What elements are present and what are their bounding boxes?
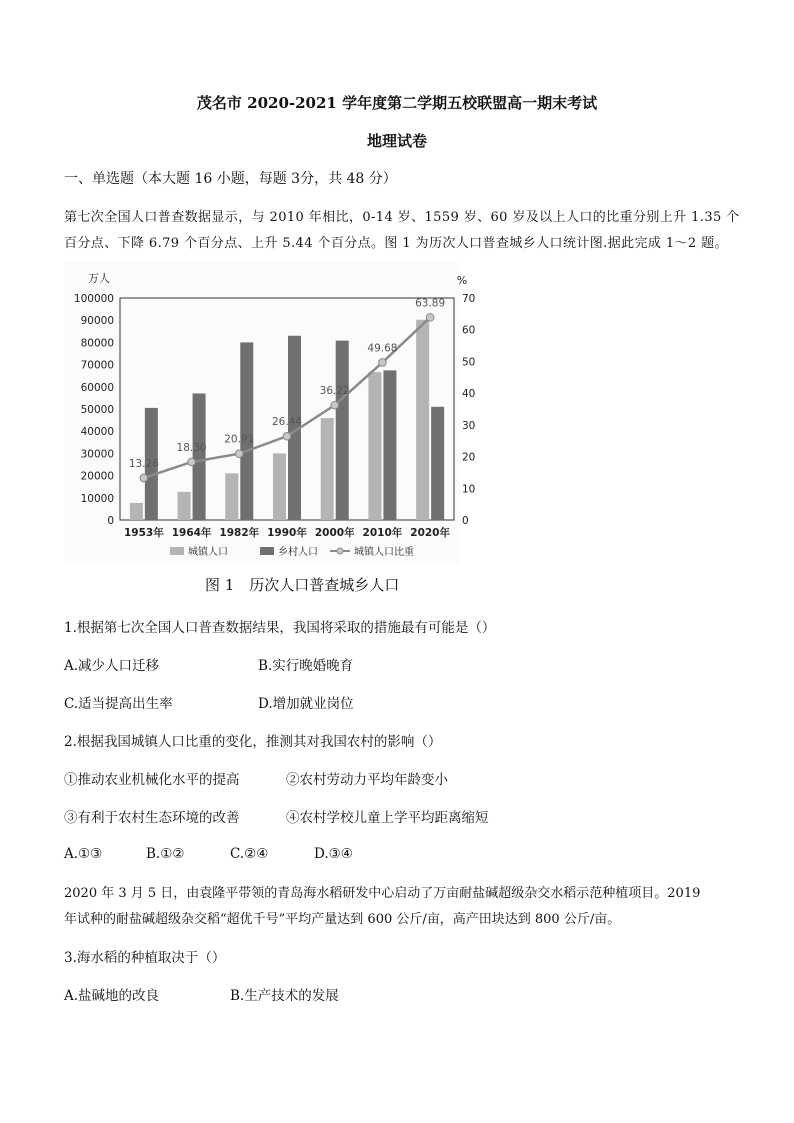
passage1-line2: 百分点、下降 6.79 个百分点、上升 5.44 个百分点。图 1 为历次人口普查城乡人口统计图.据此完成 1～2 题。 [64,236,728,251]
left-tick-label: 70000 [80,359,114,372]
passage2-line2: 年试种的耐盐碱超级杂交稻“超优千号”平均产量达到 600 公斤/亩，高产田块达到 800 公斤/亩。 [64,912,621,927]
q3-option-b[interactable]: B.生产技术的发展 [230,988,339,1004]
left-tick-label: 50000 [80,404,114,416]
q3-option-a[interactable]: A.盐碱地的改良 [64,988,160,1004]
chart-svg [64,262,476,564]
left-tick-label: 40000 [80,426,114,439]
q1-option-d[interactable]: D.增加就业岗位 [258,696,354,712]
line-urban-ratio-point [140,474,148,482]
x-tick-label: 2000年 [314,527,355,539]
x-tick-label: 1982年 [219,527,260,539]
right-tick-label: 10 [462,483,476,496]
q3-stem: 3.海水稻的种植取决于（） [64,950,226,966]
legend-swatch-rural [260,547,274,555]
legend-swatch-urban [170,547,184,555]
q2-option-c[interactable]: C.②④ [230,846,269,862]
left-tick-label: 100000 [73,293,114,305]
q2-stem: 2.根据我国城镇人口比重的变化，推测其对我国农村的影响（） [64,734,442,750]
q2-statement-1: ①推动农业机械化水平的提高 [64,772,240,788]
left-tick-label: 30000 [80,448,114,461]
right-tick-label: 50 [462,356,476,369]
data-label-urban-ratio: 63.89 [415,297,446,310]
bar-urban-population [225,473,238,520]
right-tick-label: 20 [462,451,476,464]
data-label-urban-ratio: 36.22 [319,385,350,398]
bar-urban-population [273,453,286,520]
legend-label-ratio: 城镇人口比重 [354,547,414,558]
x-tick-label: 2020年 [410,527,451,539]
bar-urban-population [416,320,429,520]
legend-swatch-ratio-dot [337,548,343,554]
legend-label-rural: 乡村人口 [278,547,318,558]
left-tick-label: 10000 [80,492,114,505]
data-label-urban-ratio: 13.26 [128,457,159,470]
x-tick-label: 1953年 [123,527,164,539]
left-tick-label: 90000 [80,315,114,328]
x-tick-label: 1990年 [267,527,307,539]
right-tick-label: 30 [462,419,476,432]
bar-rural-population [240,342,253,520]
chart-legend [170,545,414,558]
passage2-line1: 2020 年 3 月 5 日，由袁隆平带领的青岛海水稻研发中心启动了万亩耐盐碱超级杂交水稻示范种植项目。2019 [64,886,701,901]
section-heading: 一、单选题（本大题 16 小题，每题 3分，共 48 分） [64,171,397,187]
data-label-urban-ratio: 49.68 [367,342,398,355]
left-tick-label: 60000 [80,381,114,394]
bar-urban-population [130,503,143,520]
q1-stem: 1.根据第七次全国人口普查数据结果，我国将采取的措施最有可能是（） [64,620,496,636]
data-label-urban-ratio: 26.44 [271,416,303,429]
q2-option-a[interactable]: A.①③ [64,846,103,862]
x-tick-label: 1964年 [171,527,212,539]
bar-urban-population [178,492,191,520]
right-tick-label: 70 [462,293,476,305]
chart-background [64,262,460,564]
left-tick-label: 80000 [80,337,114,350]
line-urban-ratio-point [283,432,291,440]
q2-option-b[interactable]: B.①② [146,846,185,862]
left-axis-unit: 万人 [88,272,110,285]
bar-rural-population [431,407,444,520]
population-chart [64,262,476,564]
bar-rural-population [336,341,349,520]
line-urban-ratio-point [379,359,387,367]
q2-statement-4: ④农村学校儿童上学平均距离缩短 [286,810,489,826]
x-tick-label: 2010年 [362,527,403,539]
right-axis-unit: % [456,274,468,287]
right-tick-label: 60 [462,324,476,337]
bar-rural-population [383,370,396,520]
left-tick-label: 20000 [80,470,114,483]
q2-statement-3: ③有利于农村生态环境的改善 [64,810,240,826]
passage1-line1: 第七次全国人口普查数据显示，与 2010 年相比，0-14 岁、1559 岁、60 岁及以上人口的比重分别上升 1.35 个 [64,210,740,225]
right-tick-label: 0 [462,515,469,527]
figure-caption: 图 1 历次人口普查城乡人口 [205,576,400,594]
exam-title: 茂名市 2020-2021 学年度第二学期五校联盟高一期末考试 [196,94,598,112]
bar-urban-population [368,372,381,520]
data-label-urban-ratio: 20.91 [224,433,255,446]
line-urban-ratio-point [188,458,196,466]
q2-option-d[interactable]: D.③④ [314,846,353,862]
legend-label-urban: 城镇人口 [188,547,228,558]
line-urban-ratio-point [235,450,243,458]
exam-subtitle: 地理试卷 [366,132,427,150]
left-tick-label: 0 [107,515,114,527]
bar-urban-population [321,418,334,520]
q2-statement-2: ②农村劳动力平均年龄变小 [286,772,448,788]
bar-rural-population [193,393,206,520]
q1-option-c[interactable]: C.适当提高出生率 [64,696,173,712]
data-label-urban-ratio: 18.30 [176,441,207,454]
line-urban-ratio-point [331,401,339,409]
q1-option-b[interactable]: B.实行晚婚晚育 [258,658,354,674]
line-urban-ratio-point [426,314,434,322]
q1-option-a[interactable]: A.减少人口迁移 [64,658,160,674]
right-tick-label: 40 [462,388,476,401]
